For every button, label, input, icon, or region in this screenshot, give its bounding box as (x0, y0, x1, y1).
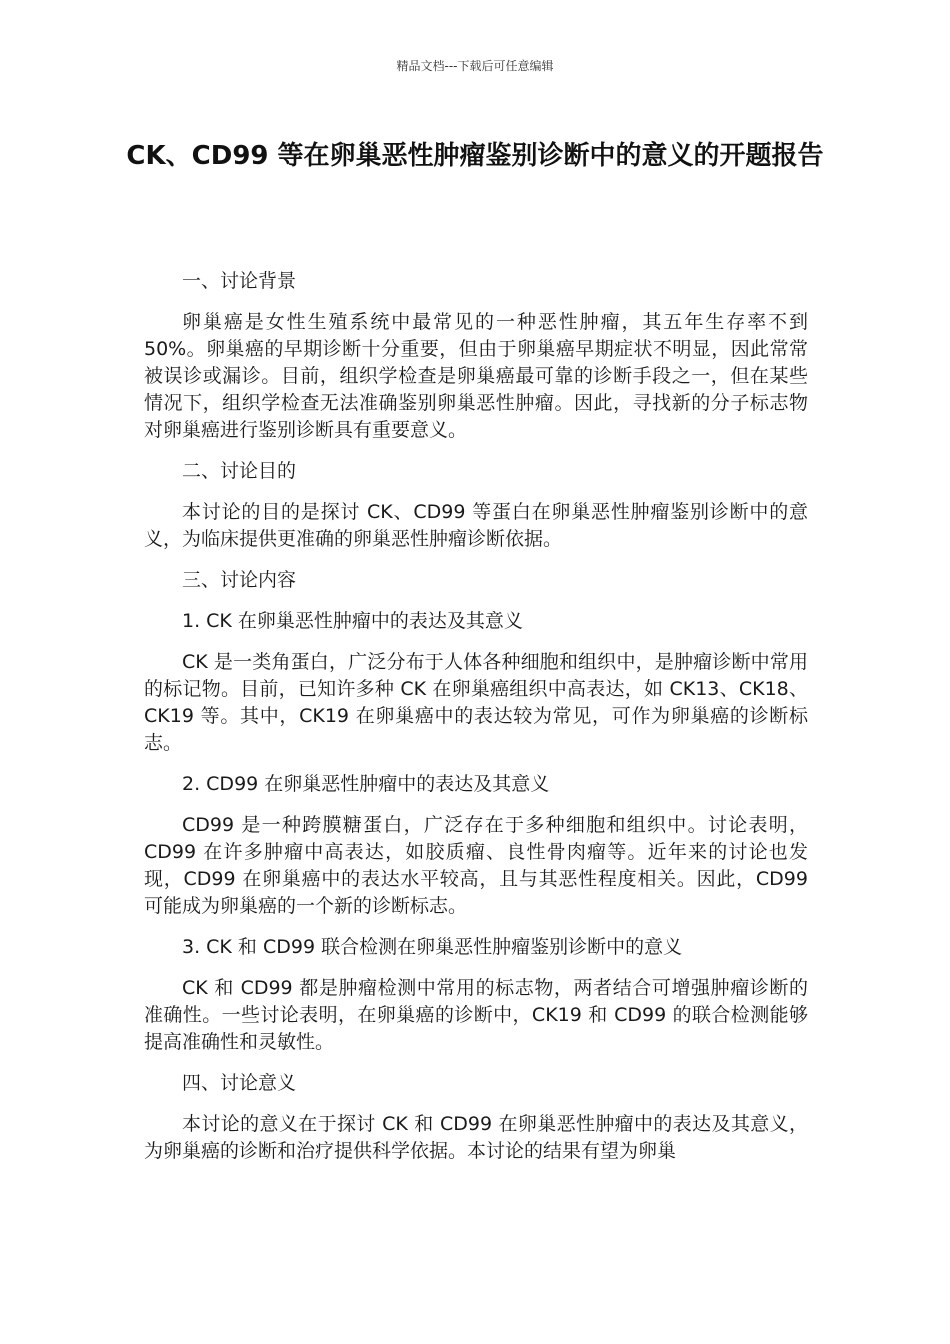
section-heading-purpose: 二、讨论目的 (182, 460, 297, 482)
paragraph-ck: CK 是一类角蛋白，广泛分布于人体各种细胞和组织中，是肿瘤诊断中常用的标记物。目前，已知许多种 CK 在卵巢癌组织中高表达，如 CK13、CK18、CK19 等。其中，CK19 在卵巢癌中的表达较为常见，可作为卵巢癌的诊断标志。 (144, 651, 808, 754)
paragraph-significance: 本讨论的意义在于探讨 CK 和 CD99 在卵巢恶性肿瘤中的表达及其意义，为卵巢癌的诊断和治疗提供科学依据。本讨论的结果有望为卵巢 (144, 1113, 808, 1162)
paragraph-combined: CK 和 CD99 都是肿瘤检测中常用的标志物，两者结合可增强肿瘤诊断的准确性。一些讨论表明，在卵巢癌的诊断中，CK19 和 CD99 的联合检测能够提高准确性和灵敏性。 (144, 977, 808, 1053)
paragraph-background: 卵巢癌是女性生殖系统中最常见的一种恶性肿瘤，其五年生存率不到 50%。卵巢癌的早期诊断十分重要，但由于卵巢癌早期症状不明显，因此常常被误诊或漏诊。目前，组织学检查是卵巢癌最可靠的诊断手段之一，但在某些情况下，组织学检查无法准确鉴别卵巢恶性肿瘤。因此，寻找新的分子标志物对卵巢癌进行鉴别诊断具有重要意义。 (144, 311, 808, 441)
paragraph-purpose: 本讨论的目的是探讨 CK、CD99 等蛋白在卵巢恶性肿瘤鉴别诊断中的意义，为临床提供更准确的卵巢恶性肿瘤诊断依据。 (144, 501, 808, 550)
section-heading-content: 三、讨论内容 (182, 569, 297, 591)
section-heading-significance: 四、讨论意义 (182, 1072, 297, 1094)
header-note: 精品文档---下载后可任意编辑 (396, 59, 554, 73)
subheading-ck: 1. CK 在卵巢恶性肿瘤中的表达及其意义 (182, 610, 523, 632)
subheading-combined: 3. CK 和 CD99 联合检测在卵巢恶性肿瘤鉴别诊断中的意义 (182, 936, 683, 958)
subheading-cd99: 2. CD99 在卵巢恶性肿瘤中的表达及其意义 (182, 773, 550, 795)
document-body (144, 268, 808, 1179)
section-heading-background: 一、讨论背景 (182, 270, 297, 292)
document-title: CK、CD99 等在卵巢恶性肿瘤鉴别诊断中的意义的开题报告 (126, 141, 824, 171)
paragraph-cd99: CD99 是一种跨膜糖蛋白，广泛存在于多种细胞和组织中。讨论表明，CD99 在许多肿瘤中高表达，如胶质瘤、良性骨肉瘤等。近年来的讨论也发现，CD99 在卵巢癌中的表达水平较高，且与其恶性程度相关。因此，CD99 可能成为卵巢癌的一个新的诊断标志。 (144, 814, 808, 917)
